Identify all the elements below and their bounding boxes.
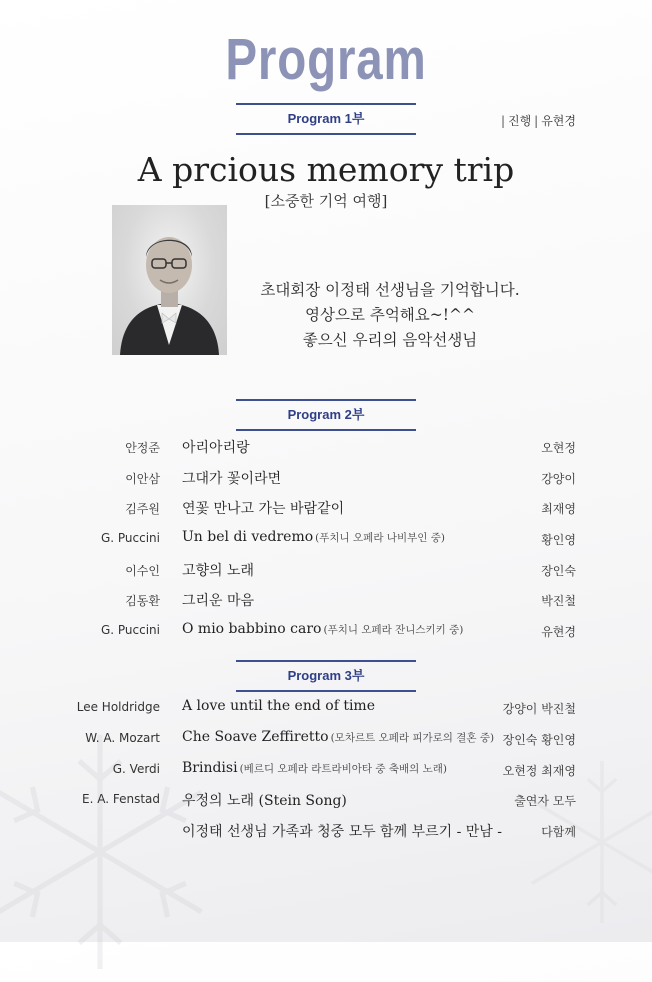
program-row <box>0 621 652 643</box>
memorial-line: 좋으신 우리의 음악선생님 <box>302 331 478 349</box>
song-title <box>182 821 502 841</box>
page-title: Program <box>225 27 427 92</box>
performer: 출연자 모두 <box>514 794 576 808</box>
composer: 김동환 <box>125 594 160 608</box>
song-name: Un bel di vedremo <box>182 529 314 545</box>
portrait-photo <box>112 205 227 355</box>
performer: 강양이 <box>541 472 576 486</box>
performer: 황인영 <box>541 533 576 547</box>
song-title <box>182 729 494 745</box>
section-1-heading: Program 1부 <box>236 103 416 135</box>
composer: G. Puccini <box>100 623 160 637</box>
song-title <box>182 698 375 714</box>
performer: 박진철 <box>541 594 576 608</box>
composer: G. Verdi <box>112 762 160 776</box>
song-note: (푸치니 오페라 잔니스키키 중) <box>323 624 464 636</box>
memorial-message <box>230 278 550 353</box>
separator: | <box>500 114 505 128</box>
program-row <box>0 729 652 751</box>
composer: W. A. Mozart <box>85 731 160 745</box>
program-row <box>0 821 652 843</box>
program-row <box>0 437 652 459</box>
host-name: 유현경 <box>541 114 576 128</box>
host-label: 진행 <box>507 114 532 128</box>
composer: 이수인 <box>125 564 160 578</box>
section-1-title: A prcious memory trip <box>137 150 515 189</box>
program-row <box>0 790 652 812</box>
performer: 오현정 <box>541 441 576 455</box>
song-note: (푸치니 오페라 나비부인 중) <box>315 532 445 544</box>
song-name: 그리운 마음 <box>182 593 255 609</box>
performer: 강양이 박진철 <box>502 702 576 716</box>
song-title <box>182 560 254 580</box>
song-title <box>182 790 347 810</box>
song-name: Brindisi <box>182 760 238 776</box>
composer: 안정준 <box>125 441 160 455</box>
song-note: (베르디 오페라 라트라비아타 중 축배의 노래) <box>239 763 448 775</box>
song-title <box>182 437 250 457</box>
song-name: 그대가 꽃이라면 <box>182 471 282 487</box>
song-name: A love until the end of time <box>182 698 375 714</box>
separator: | <box>534 114 539 128</box>
song-title <box>182 498 344 518</box>
performer: 장인숙 황인영 <box>502 733 576 747</box>
song-name: 이정태 선생님 가족과 청중 모두 함께 부르기 - 만남 - <box>182 824 502 840</box>
song-name: O mio babbino caro <box>182 621 322 637</box>
performer: 최재영 <box>541 502 576 516</box>
song-title <box>182 590 254 610</box>
song-title <box>182 468 281 488</box>
performer: 오현정 최재영 <box>502 764 576 778</box>
composer: E. A. Fenstad <box>82 792 160 806</box>
program-row <box>0 560 652 582</box>
song-title <box>182 529 445 545</box>
program-row <box>0 498 652 520</box>
program-row <box>0 590 652 612</box>
composer: 이안삼 <box>125 472 160 486</box>
host-info <box>498 112 576 129</box>
composer: 김주원 <box>125 502 160 516</box>
program-row <box>0 760 652 782</box>
song-name: 아리아리랑 <box>182 440 250 456</box>
performer: 다함께 <box>541 825 576 839</box>
portrait-illustration <box>112 205 227 355</box>
memorial-line: 영상으로 추억해요~!^^ <box>305 306 475 324</box>
program-row <box>0 529 652 551</box>
composer: Lee Holdridge <box>76 700 160 714</box>
song-name: 연꽃 만나고 가는 바람같이 <box>182 501 345 517</box>
song-name: Che Soave Zeffiretto <box>182 729 329 745</box>
song-title <box>182 621 463 637</box>
section-3-heading: Program 3부 <box>236 660 416 692</box>
song-name: 고향의 노래 <box>182 563 255 579</box>
song-title <box>182 760 447 776</box>
song-name: 우정의 노래 (Stein Song) <box>182 793 347 809</box>
composer: G. Puccini <box>100 531 160 545</box>
memorial-line: 초대회장 이정태 선생님을 기억합니다. <box>260 281 520 299</box>
performer: 유현경 <box>541 625 576 639</box>
program-row <box>0 698 652 720</box>
section-1-subtitle: [소중한 기억 여행] <box>264 192 388 210</box>
performer: 장인숙 <box>541 564 576 578</box>
program-row <box>0 468 652 490</box>
section-2-heading: Program 2부 <box>236 399 416 431</box>
song-note: (모차르트 오페라 피가로의 결혼 중) <box>330 732 495 744</box>
